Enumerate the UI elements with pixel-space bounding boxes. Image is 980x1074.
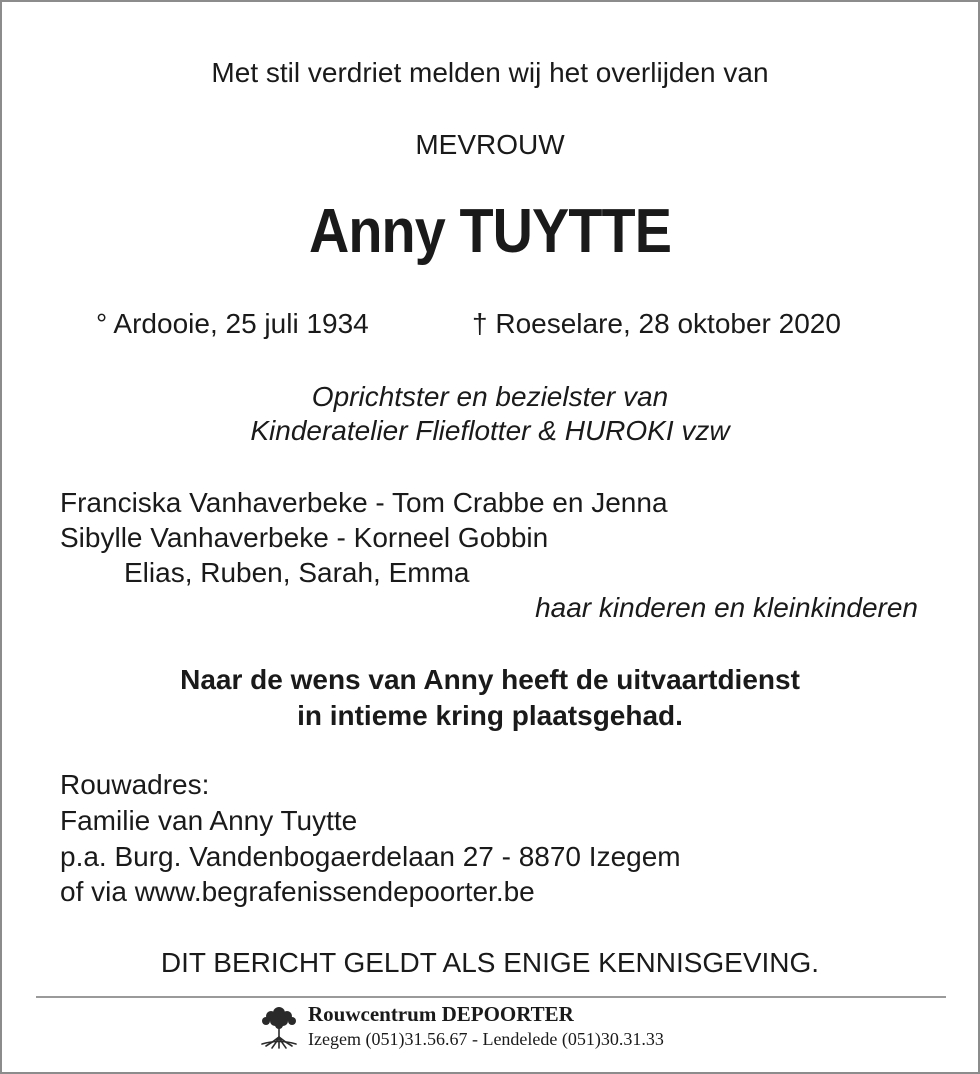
wish-line-2: in intieme kring plaatsgehad. xyxy=(297,700,683,731)
birth-info: ° Ardooie, 25 juli 1934 xyxy=(96,308,369,339)
funeral-home-name: Rouwcentrum DEPOORTER xyxy=(308,1002,574,1026)
address-heading: Rouwadres: xyxy=(60,769,210,800)
footer-divider xyxy=(36,996,946,998)
address-line-1: Familie van Anny Tuytte xyxy=(60,805,358,836)
family-line-3: Elias, Ruben, Sarah, Emma xyxy=(124,557,470,588)
family-line-1: Franciska Vanhaverbeke - Tom Crabbe en Jenna xyxy=(60,487,668,518)
death-info: † Roeselare, 28 oktober 2020 xyxy=(472,308,841,339)
wish-line-1: Naar de wens van Anny heeft de uitvaartdienst xyxy=(180,664,800,695)
family-line-2: Sibylle Vanhaverbeke - Korneel Gobbin xyxy=(60,522,549,553)
role-line-1: Oprichtster en bezielster van xyxy=(311,381,669,412)
deceased-name: Anny TUYTTE xyxy=(308,197,672,266)
tree-icon xyxy=(258,1004,300,1050)
intro-text: Met stil verdriet melden wij het overlijden van xyxy=(211,57,769,88)
role-line-2: Kinderatelier Flieflotter & HUROKI vzw xyxy=(250,415,730,446)
address-line-2: p.a. Burg. Vandenbogaerdelaan 27 - 8870 Izegem xyxy=(60,841,681,872)
honorific-title: MEVROUW xyxy=(415,129,565,160)
notice-text: DIT BERICHT GELDT ALS ENIGE KENNISGEVING. xyxy=(160,947,820,978)
family-label: haar kinderen en kleinkinderen xyxy=(535,592,918,623)
address-website: of via www.begrafenissendepoorter.be xyxy=(60,876,535,907)
funeral-home-contact: Izegem (051)31.56.67 - Lendelede (051)30.31.33 xyxy=(308,1029,664,1049)
